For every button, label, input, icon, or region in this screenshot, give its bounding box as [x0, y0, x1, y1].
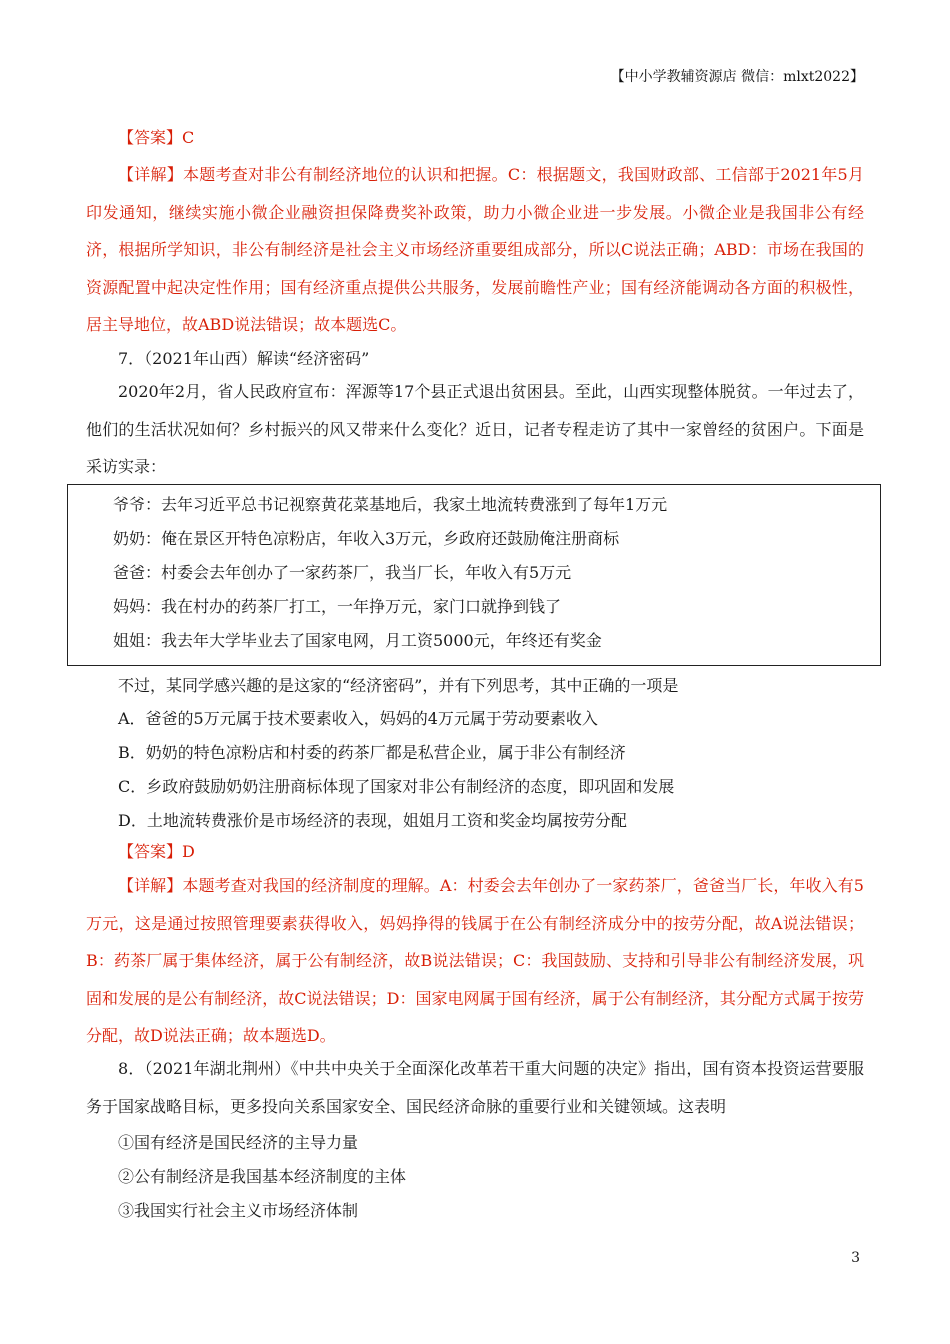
q7-option-b: B．奶奶的特色凉粉店和村委的药茶厂都是私营企业，属于非公有制经济 — [118, 743, 626, 762]
interview-box — [67, 484, 881, 666]
q7-title: 7．（2021年山西）解读“经济密码” — [118, 349, 370, 368]
q6-answer: 【答案】C — [118, 128, 195, 147]
source-header: 【中小学教辅资源店 微信：mlxt2022】 — [610, 69, 864, 85]
interview-line-sister: 姐姐：我去年大学毕业去了国家电网，月工资5000元，年终还有奖金 — [113, 631, 602, 650]
q8-item-3: ③我国实行社会主义市场经济体制 — [118, 1201, 359, 1220]
q7-option-a: A．爸爸的5万元属于技术要素收入，妈妈的4万元属于劳动要素收入 — [118, 709, 598, 728]
interview-line-grandpa: 爷爷：去年习近平总书记视察黄花菜基地后，我家土地流转费涨到了每年1万元 — [113, 495, 668, 514]
interview-line-dad: 爸爸：村委会去年创办了一家药茶厂，我当厂长，年收入有5万元 — [113, 563, 572, 582]
q7-stem: 不过，某同学感兴趣的是这家的“经济密码”，并有下列思考，其中正确的一项是 — [118, 676, 679, 695]
interview-line-mom: 妈妈：我在村办的药茶厂打工，一年挣万元，家门口就挣到钱了 — [113, 597, 562, 616]
q6-detail: 【详解】本题考查对非公有制经济地位的认识和把握。C：根据题文，我国财政部、工信部于2021年5月印发通知，继续实施小微企业融资担保降费奖补政策，助力小微企业进一步发展。小微企业是我国非公有经济，根据所学知识，非公有制经济是社会主义市场经济重要组成部分，所以C说法正确；ABD：市场在我国的资源配置中起决定性作用；国有经济重点提供公共服务，发展前瞻性产业；国有经济能调动各方面的积极性，居主导地位，故ABD说法错误；故本题选C。 — [86, 165, 864, 334]
q8-item-1: ①国有经济是国民经济的主导力量 — [118, 1133, 359, 1152]
q8-item-2: ②公有制经济是我国基本经济制度的主体 — [118, 1167, 407, 1186]
q7-option-c: C．乡政府鼓励奶奶注册商标体现了国家对非公有制经济的态度，即巩固和发展 — [118, 777, 675, 796]
interview-line-grandma: 奶奶：俺在景区开特色凉粉店，年收入3万元，乡政府还鼓励俺注册商标 — [113, 529, 620, 548]
q8-stem: 8．（2021年湖北荆州）《中共中央关于全面深化改革若干重大问题的决定》指出，国有资本投资运营要服务于国家战略目标，更多投向关系国家安全、国民经济命脉的重要行业和关键领域。这表明 — [86, 1059, 864, 1116]
page-number: 3 — [851, 1250, 860, 1266]
q7-intro: 2020年2月，省人民政府宣布：浑源等17个县正式退出贫困县。至此，山西实现整体脱贫。一年过去了，他们的生活状况如何？乡村振兴的风又带来什么变化？近日，记者专程走访了其中一家曾经的贫困户。下面是采访实录： — [86, 382, 864, 476]
q7-answer: 【答案】D — [118, 842, 195, 861]
q7-option-d: D．土地流转费涨价是市场经济的表现，姐姐月工资和奖金均属按劳分配 — [118, 811, 627, 830]
q7-detail: 【详解】本题考查对我国的经济制度的理解。A：村委会去年创办了一家药茶厂，爸爸当厂长，年收入有5万元，这是通过按照管理要素获得收入，妈妈挣得的钱属于在公有制经济成分中的按劳分配，故A说法错误；B：药茶厂属于集体经济，属于公有制经济，故B说法错误；C：我国鼓励、支持和引导非公有制经济发展，巩固和发展的是公有制经济，故C说法错误；D：国家电网属于国有经济，属于公有制经济，其分配方式属于按劳分配，故D说法正确；故本题选D。 — [86, 876, 864, 1045]
